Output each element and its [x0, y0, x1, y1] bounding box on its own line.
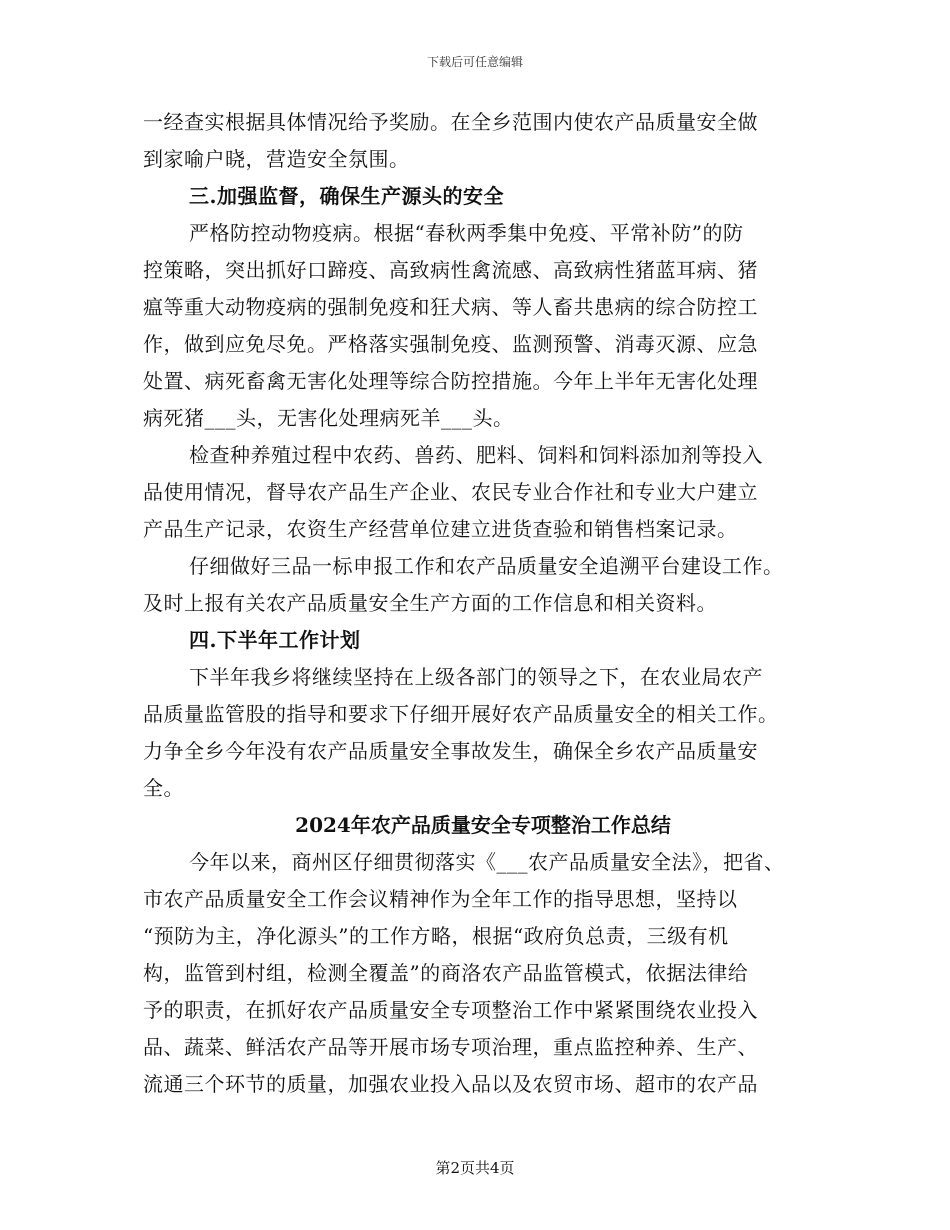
body-line: 品质量监管股的指导和要求下仔细开展好农产品质量安全的相关工作。 — [143, 702, 779, 726]
paragraph-start: 检查种养殖过程中农药、兽药、肥料、饲料和饲料添加剂等投入 — [189, 443, 763, 467]
body-line: 及时上报有关农产品质量安全生产方面的工作信息和相关资料。 — [143, 591, 717, 615]
body-line: 流通三个环节的质量，加强农业投入品以及农贸市场、超市的农产品 — [143, 1072, 758, 1096]
body-line: 品、蔬菜、鲜活农产品等开展市场专项治理，重点监控种养、生产、 — [143, 1035, 758, 1059]
paragraph-start: 仔细做好三品一标申报工作和农产品质量安全追溯平台建设工作。 — [189, 554, 784, 578]
paragraph-start: 今年以来，商州区仔细贯彻落实《___农产品质量安全法》，把省、 — [189, 850, 785, 874]
section-heading-3: 三.加强监督，确保生产源头的安全 — [189, 184, 504, 208]
document-title: 2024年农产品质量安全专项整治工作总结 — [295, 813, 671, 837]
body-line: 瘟等重大动物疫病的强制免疫和狂犬病、等人畜共患病的综合防控工 — [143, 295, 758, 319]
header-note: 下载后可任意编辑 — [426, 55, 523, 69]
paragraph-start: 下半年我乡将继续坚持在上级各部门的领导之下，在农业局农产 — [189, 665, 763, 689]
body-line: 处置、病死畜禽无害化处理等综合防控措施。今年上半年无害化处理 — [143, 369, 758, 393]
body-line: 市农产品质量安全工作会议精神作为全年工作的指导思想，坚持以 — [143, 887, 738, 911]
document-body — [143, 104, 823, 1103]
body-line: 控策略，突出抓好口蹄疫、高致病性禽流感、高致病性猪蓝耳病、猪 — [143, 258, 758, 282]
body-line: “预防为主，净化源头”的工作方略，根据“政府负总责，三级有机 — [143, 924, 729, 948]
body-line: 品使用情况，督导农产品生产企业、农民专业合作社和专业大户建立 — [143, 480, 758, 504]
body-line: 作，做到应免尽免。严格落实强制免疫、监测预警、消毒灭源、应急 — [143, 332, 758, 356]
body-line: 予的职责，在抓好农产品质量安全专项整治工作中紧紧围绕农业投入 — [143, 998, 758, 1022]
body-line: 病死猪___头，无害化处理病死羊___头。 — [143, 406, 514, 430]
page-indicator: 第2页共4页 — [435, 1159, 515, 1177]
body-line: 全。 — [143, 776, 184, 800]
paragraph-start: 严格防控动物疫病。根据“春秋两季集中免疫、平常补防”的防 — [189, 221, 744, 245]
body-line: 一经查实根据具体情况给予奖励。在全乡范围内使农产品质量安全做 — [143, 110, 758, 134]
section-heading-4: 四.下半年工作计划 — [189, 628, 361, 652]
body-line: 构，监管到村组，检测全覆盖”的商洛农产品监管模式，依据法律给 — [143, 961, 749, 985]
body-line: 产品生产记录，农资生产经营单位建立进货查验和销售档案记录。 — [143, 517, 738, 541]
body-line: 到家喻户晓，营造安全氛围。 — [143, 147, 410, 171]
body-line: 力争全乡今年没有农产品质量安全事故发生，确保全乡农产品质量安 — [143, 739, 758, 763]
